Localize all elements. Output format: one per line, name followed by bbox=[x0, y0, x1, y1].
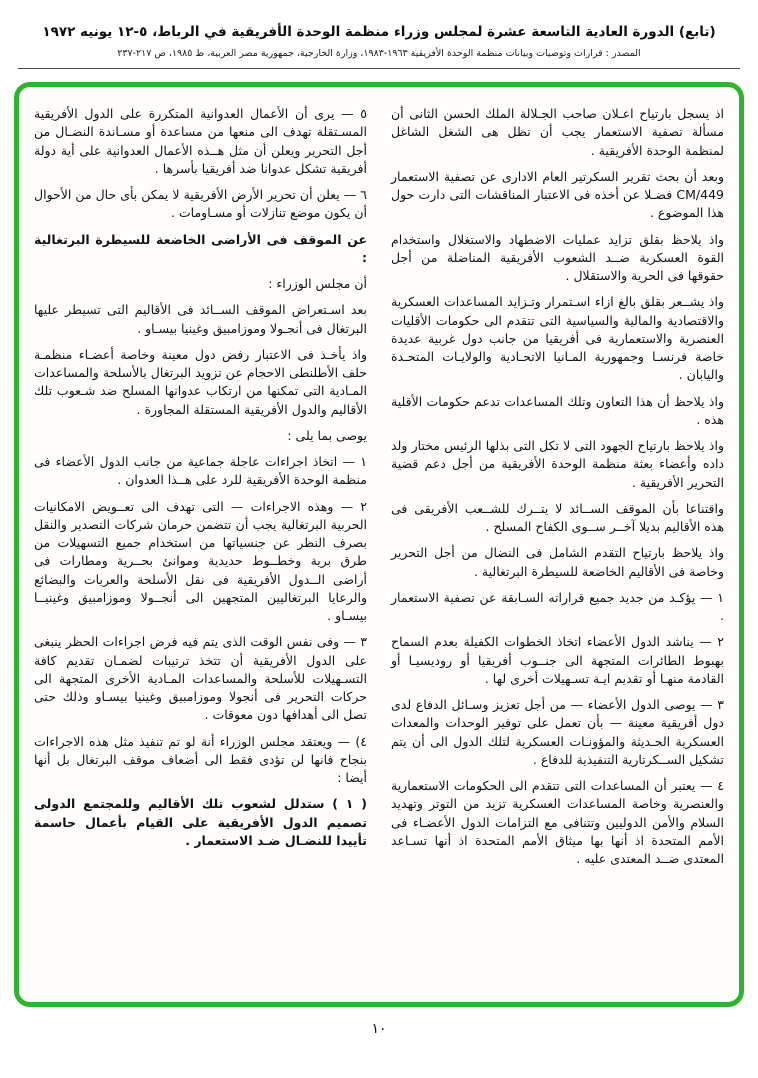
paragraph: ٤ — يعتبر أن المساعدات التى تتقدم الى الحكومات الاستعمارية والعنصرية وخاصة المساعدات العسكرية تزيد من التوتر وتهديد السلام والأمن الدوليين وتتنافى مع التزامات الدول الأعضـاء فى الأمم المتحدة اذ أنها بها ميثاق الأمم المتحدة اذ أنها تسـاعد المعتدى ضــد المعتدى عليه . bbox=[391, 778, 724, 866]
paragraph: واقتناعا بأن الموقف الســائد لا يتــرك للشــعب الأفريقى فى هذه الأقاليم بديلا آخــر ســوى الكفاح المسلح . bbox=[391, 500, 724, 534]
paragraph: ٥ — يرى أن الأعمال العدوانية المتكررة على الدول الأفريقية المسـتقلة تهدف الى منعها من مساعدة أو مسـاندة النضـال من أجل التحرير ويعلن أن مثل هــذه الأعمال العدوانية على أية دولة أفريقية تشكل عدوانا ضد أفريقيا بأسرها . bbox=[34, 106, 367, 176]
paragraph: ٤) — ويعتقد مجلس الوزراء أنة لو تم تنفيذ مثل هذه الاجراءات بنجاح فانها لن تؤدى فقط الى أضعاف موقف البرتغال بل أنها أيضا : bbox=[34, 733, 367, 785]
page-number: ١٠ bbox=[371, 1021, 387, 1037]
paragraph: ٦ — يعلن أن تحرير الأرض الأفريقية لا يمكن بأى حال من الأحوال أن يكون موضع تنازلات أو مسـاومات . bbox=[34, 187, 367, 221]
paragraph: ٢ — يناشد الدول الأعضاء اتخاذ الخطوات الكفيلة بعدم السماح بهبوط الطائرات المتجهة الى جنــوب أفريقيا أو روديسيـا أو القادمة منهـا أو تقديم ايـة تسـهيلات أخرى لها . bbox=[391, 634, 724, 686]
paragraph: ٣ — يوصى الدول الأعضاء — من أجل تعزيز وسـائل الدفاع لدى دول أفريقية معينة — بأن تعمل على توفير الوحدات والمعدات العسكرية الحـديثة والمؤونـات العسكرية لتلك الدول الى أن يتم تشكيل الســكرتارية التنفيذية للدفاع . bbox=[391, 697, 724, 767]
paragraph: ١ — يؤكـد من جديد جميع قراراته السـابقة عن تصفية الاستعمار . bbox=[391, 589, 724, 623]
paragraph: واذ يلاحظ أن هذا التعاون وتلك المساعدات تدعم حكومات الأقلية هذه . bbox=[391, 393, 724, 427]
paragraph: واذ يأخـذ فى الاعتبار رفض دول معينة وخاصة أعضـاء منظمـة حلف الأطلنطى الاحجام عن تزويد البرتغال بالأسلحة والمساعدات المـادية التى تمكنها من ارتكاب عدوانها المسلح ضد شـعوب تلك الأقاليم والدول الأفريقية المستقلة المجاورة . bbox=[34, 346, 367, 417]
paragraph: ٣ — وفى نفس الوقت الذى يتم فيه فرض اجراءات الحظر ينبغى على الدول الأفريقية أن تتخذ ترتيبات لضمـان تقديم كافة التسـهيلات للأسلحة والمساعدات المـادية الأخرى المتجهة الى حركات التحرير فى أنجولا وموزامبيق وغينيا بيسـاو وذلك حتى تصل الى أهدافها دون معوقات . bbox=[34, 634, 367, 723]
header-divider bbox=[18, 68, 740, 69]
source-citation: المصدر : قرارات وتوصيات وبيانات منظمة الوحدة الأفريقية ١٩٦٣-١٩٨٣، وزارة الخارجية، جمهورية مصر العربية، ط ١٩٨٥، ص ٢١٧-٢٣٧ bbox=[117, 48, 641, 59]
paragraph: بعد اسـتعراض الموقف الســائد فى الأقاليم التى تسيطر عليها البرتغال فى أنجـولا وموزامبيق وغينيا بيسـاو . bbox=[34, 302, 367, 336]
section-heading: عن الموقف فى الأراضى الخاضعة للسيطرة البرتغالية : bbox=[34, 231, 367, 265]
paragraph: أن مجلس الوزراء : bbox=[268, 276, 367, 291]
column-right bbox=[391, 105, 724, 992]
paragraph: يوصى بما يلى : bbox=[287, 427, 367, 443]
paragraph: ٢ — وهذه الاجراءات — التى تهدف الى تعــويض الامكانيات الحربية البرتغالية يجب أن تتضمن حرمان شركات التصدير والنقل بصرف النظر عن جنسياتها من استخدام جميع التسهيلات من طرق برية وخطــوط حديدية وموانئ بحــرية ومطارات فى أراضى الــدول الأفريقية فى نقل الأسلحة والعربات والبضائع والرعايا البرتغاليين المتجهين الى أنجــولا وموزامبيق وغينيــا بيسـاو . bbox=[34, 498, 367, 623]
paragraph: واذ يشــعر بقلق بالغ ازاء اسـتمرار وتـزايد المساعدات العسكرية والاقتصادية والمالية والسياسية التى تتقدم الى حكومات الأقليات العنصرية والاستعمارية فى أفريقيا من جانب دول غربية عديدة خاصة فرنسـا وجمهورية المـانيا الاتحـادية والولايـات المتحـدة واليابان . bbox=[391, 294, 724, 383]
paragraph: ١ — اتخاذ اجراءات عاجلة جماعية من جانب الدول الأعضاء فى منظمة الوحدة الأفريقية للرد على هــذا العدوان . bbox=[34, 454, 367, 488]
emphasized-paragraph: ( ١ ) ستدلل لشعوب تلك الأقاليم وللمجتمع الدولى تصميم الدول الأفريقية على القيام بأعمال حاسمة تأييدا للنضـال ضـد الاستعمار . bbox=[34, 796, 367, 848]
paragraph: واذ يلاحظ بقلق تزايد عمليات الاضطهاد والاستغلال واستخدام القوة العسكرية ضــد الشعوب الأفريقية المناضلة من أجل حقوقها فى الحرية والاستقلال . bbox=[391, 231, 724, 283]
paragraph: اذ يسجل بارتياح اعـلان صاحب الجـلالة الملك الحسن الثانى أن مسألة تصفية الاستعمار يجب أن تظل هى الشغل الشاغل لمنظمة الوحدة الأفريقية . bbox=[391, 106, 724, 158]
two-column-layout bbox=[34, 105, 724, 992]
column-left bbox=[34, 105, 367, 992]
document-title: (تابع) الدورة العادية التاسعة عشرة لمجلس وزراء منظمة الوحدة الأفريقية في الرباط، ٥-١٢ يونيه ١٩٧٢ bbox=[42, 24, 716, 40]
page-header bbox=[14, 24, 744, 69]
paragraph: واذ يلاحظ بارتياح التقدم الشامل فى النضال من أجل التحرير وخاصة فى الأقاليم الخاضعة للسيطرة البرتغالية . bbox=[391, 545, 724, 579]
paragraph: واذ يلاحظ بارتياح الجهود التى لا تكل التى بذلها الرئيس مختار ولد داده وأعضاء بعثة منظمة الوحدة الأفريقية من أجل دعم قضية التحرير الأفريقية . bbox=[391, 438, 724, 490]
content-frame bbox=[14, 82, 744, 1007]
paragraph: وبعد أن بحث تقرير السكرتير العام الادارى عن تصفية الاستعمار CM/449 فضـلا عن أخذه فى الاعتبار المناقشات التى دارت حول هذا الموضوع . bbox=[391, 168, 724, 221]
